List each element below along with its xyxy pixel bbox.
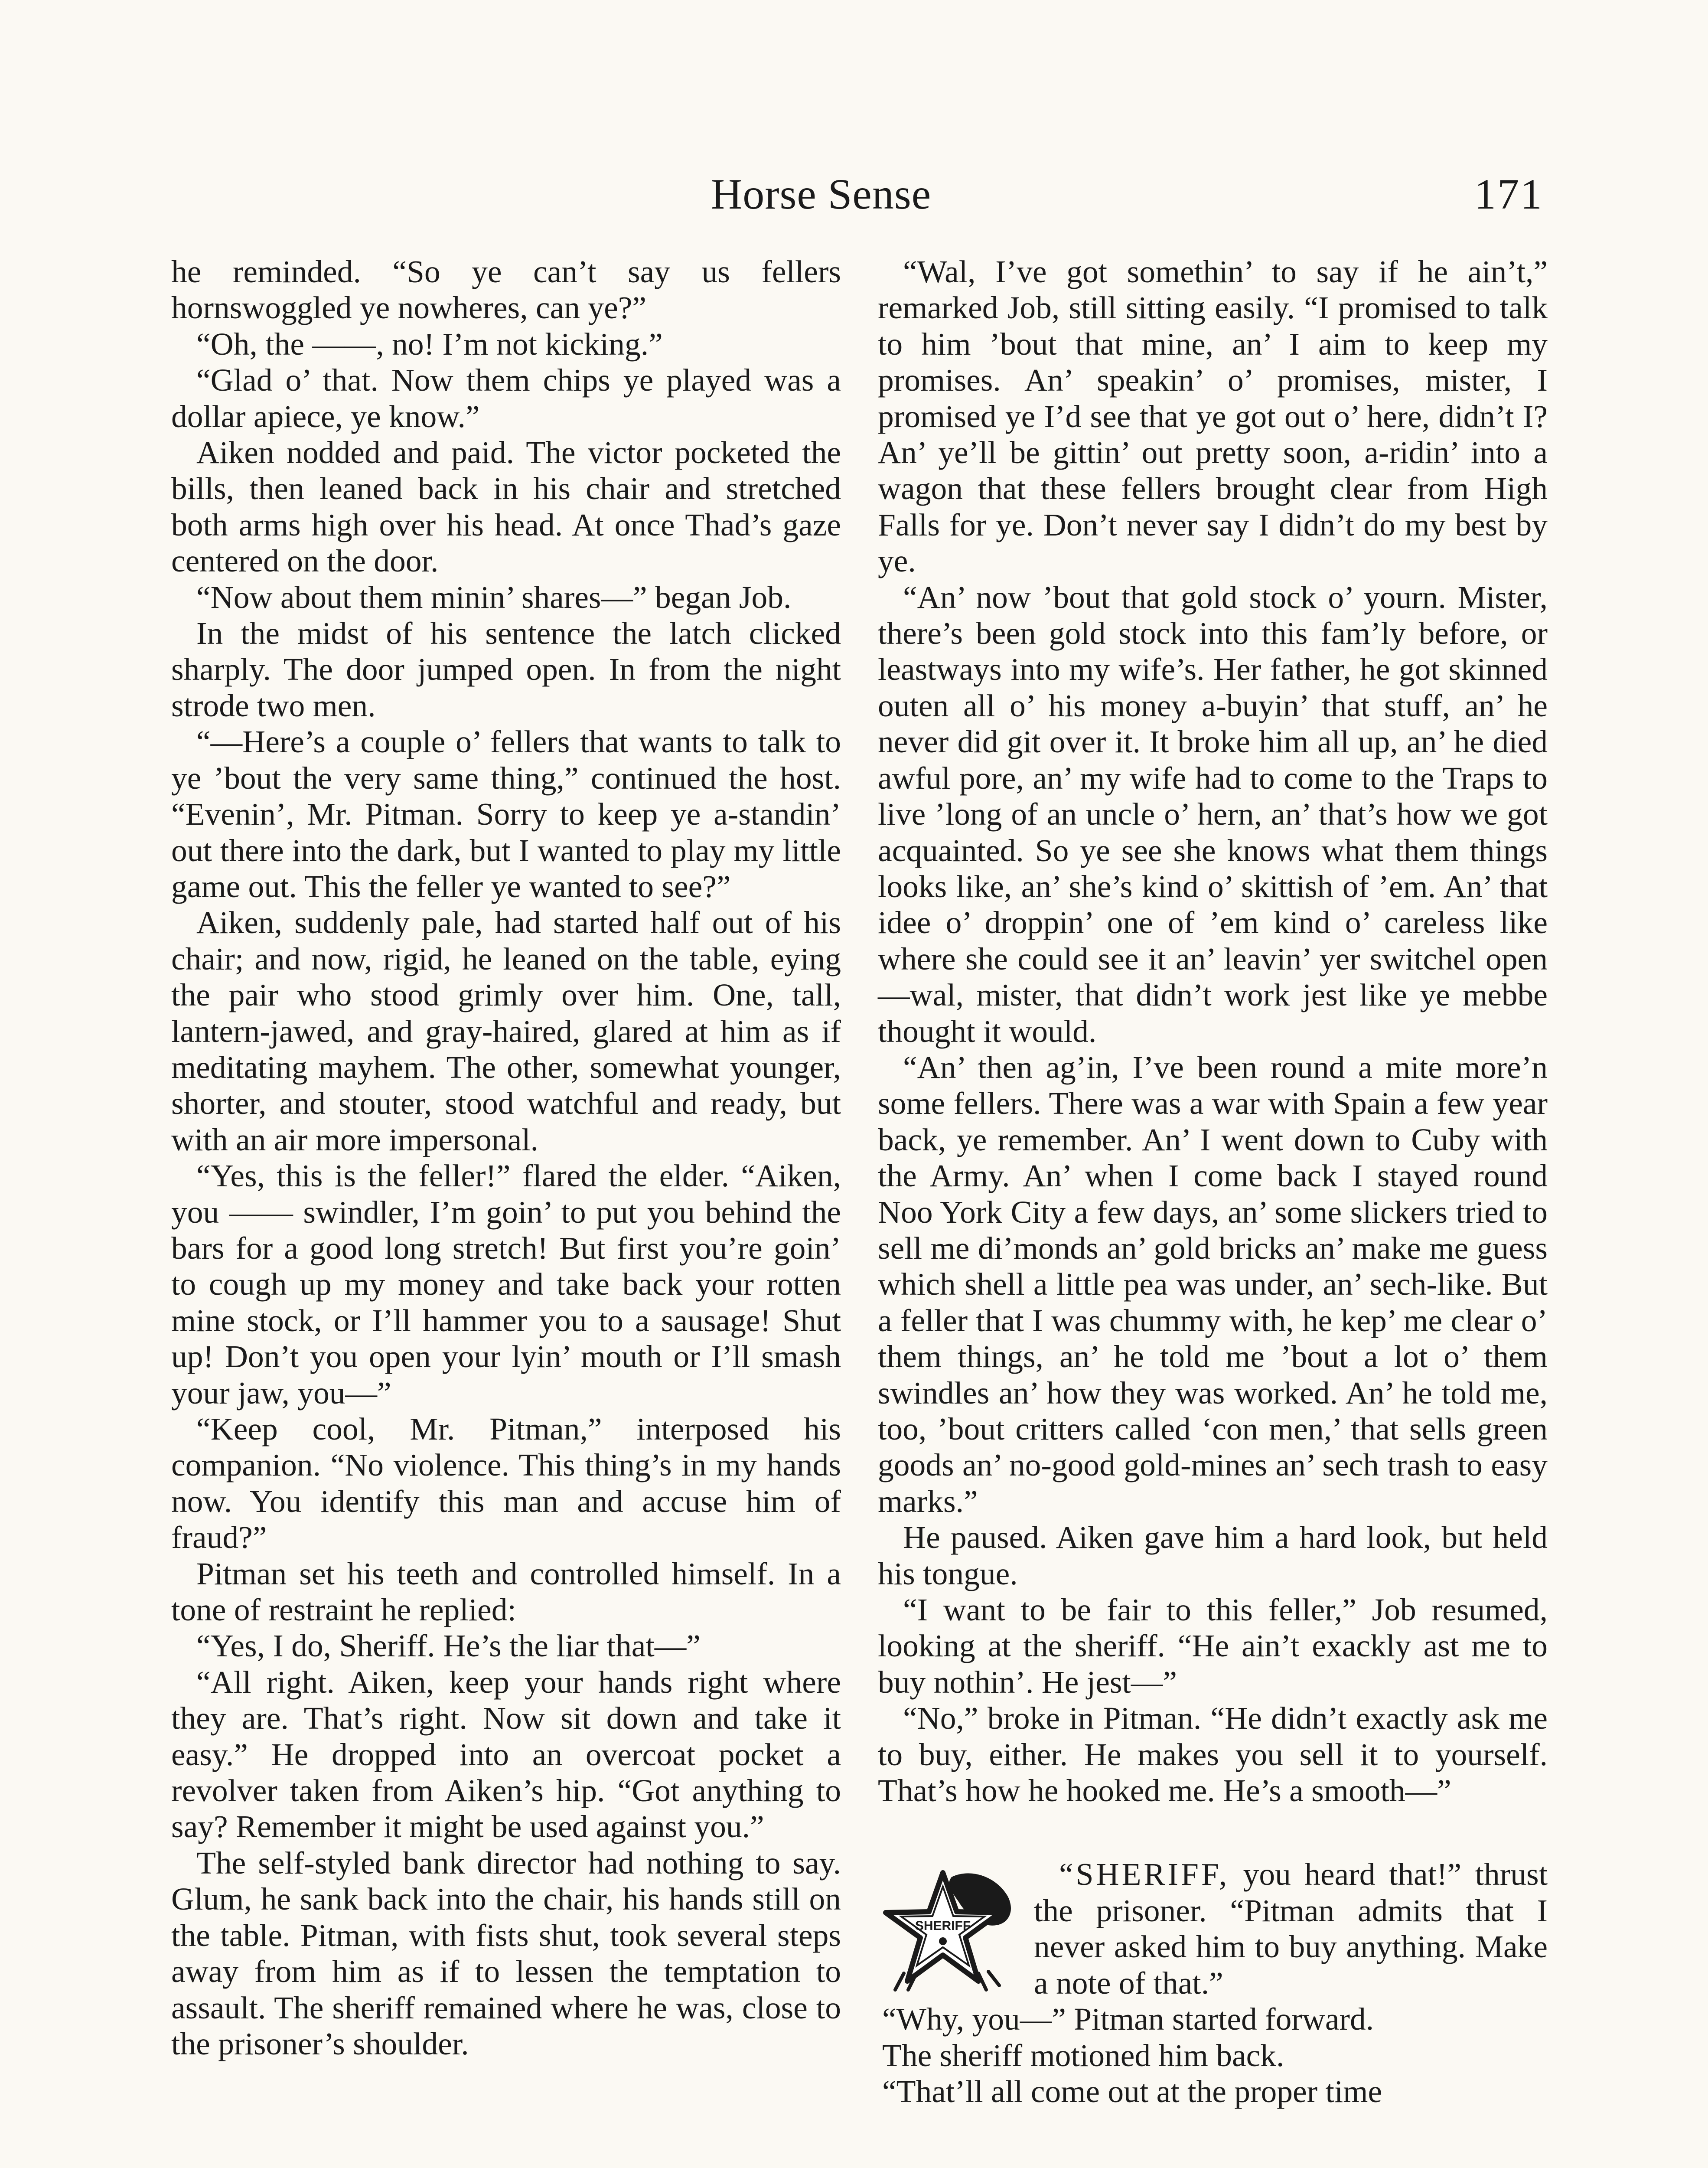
dropcap-lead: “SHERIFF, (1059, 1857, 1230, 1892)
paragraph: “Glad o’ that. Now them chips ye played was a dollar apiece, ye know.” (171, 362, 841, 434)
paragraph: The self-styled bank director had nothing to say. Glum, he sank back into the chair, his hands still on the table. Pitman, with fists shut, took several steps away from him as if to lessen the temptation to assault. The sheriff remained where he was, close to the prisoner’s shoulder. (171, 1845, 841, 2061)
page-number: 171 (1474, 170, 1543, 218)
left-text-column (171, 254, 841, 2062)
running-title: Horse Sense (711, 170, 932, 218)
paragraph: “An’ then ag’in, I’ve been round a mite more’n some fellers. There was a war with Spain a few year back, ye remember. An’ I went down to Cuby with the Army. An’ when I come back I stayed round Noo York City a few days, an’ some slickers tried to sell me di’monds an’ gold bricks an’ make me guess which shell a little pea was under, an’ sech-like. But a feller that I was chummy with, he kep’ me clear o’ them things, an’ he told me ’bout a lot o’ them swindles an’ how they was worked. An’ he told me, too, ’bout critters called ‘con men,’ that sells green goods an’ no-good gold-mines an’ sech trash to easy marks.” (878, 1049, 1548, 1519)
running-head (0, 169, 1708, 234)
paragraph: “I want to be fair to this feller,” Job resumed, looking at the sheriff. “He ain’t exackly ast me to buy nothin’. He jest—” (878, 1592, 1548, 1700)
paragraph: “Wal, I’ve got somethin’ to say if he ain’t,” remarked Job, still sitting easily. “I promised to talk to him ’bout that mine, an’ I aim to keep my promises. An’ speakin’ o’ promises, mister, I promised ye I’d see that ye got out o’ here, didn’t I? An’ ye’ll be gittin’ out pretty soon, a-ridin’ into a wagon that these fellers brought clear from High Falls for ye. Don’t never say I didn’t do my best by ye. (878, 254, 1548, 579)
paragraph: “Now about them minin’ shares—” began Job. (196, 579, 792, 615)
paragraph: “No,” broke in Pitman. “He didn’t exactly ask me to buy, either. He makes you sell it to yourself. That’s how he hooked me. He’s a smooth—” (878, 1701, 1548, 1809)
after-figure-text (878, 2001, 1548, 2109)
figure-paragraph-text: you heard that!” thrust the prisoner. “Pitman admits that I never asked him to buy anything. Make a note of that.” (1034, 1857, 1548, 2001)
paragraph: “An’ now ’bout that gold stock o’ yourn. Mister, there’s been gold stock into this fam’ly before, or leastways into my wife’s. Her father, he got skinned outen all o’ his money a-buyin’ that stuff, an’ he never did git over it. It broke him all up, an’ he died awful pore, an’ my wife had to come to the Traps to live ’long of an uncle o’ hern, an’ that’s how we got acquainted. So ye see she knows what them things looks like, an’ she’s kind o’ skittish of ’em. An’ that idee o’ droppin’ one of ’em kind o’ careless like where she could see it an’ leavin’ yer switchel open—wal, mister, that didn’t work jest like ye mebbe thought it would. (878, 579, 1548, 1049)
badge-text: SHERIFF (915, 1919, 971, 1933)
paragraph: “All right. Aiken, keep your hands right where they are. That’s right. Now sit down and take it easy.” He dropped into an overcoat pocket a revolver taken from Aiken’s hip. “Got anything to say? Remember it might be used against you.” (171, 1664, 841, 1845)
paragraph: “Oh, the ——, no! I’m not kicking.” (196, 326, 663, 362)
paragraph: He paused. Aiken gave him a hard look, but held his tongue. (878, 1520, 1548, 1591)
paragraph: “That’ll all come out at the proper time (882, 2074, 1382, 2109)
figure-paragraph (1034, 1856, 1548, 2001)
paragraph: “—Here’s a couple o’ fellers that wants to talk to ye ’bout the very same thing,” continued the host. “Evenin’, Mr. Pitman. Sorry to keep ye a-standin’ out there into the dark, but I wanted to play my little game out. This the feller ye wanted to see?” (171, 724, 841, 904)
paragraph: “Keep cool, Mr. Pitman,” interposed his companion. “No violence. This thing’s in my hands now. You identify this man and accuse him of fraud?” (171, 1411, 841, 1555)
paragraph: Aiken nodded and paid. The victor pocketed the bills, then leaned back in his chair and stretched both arms high over his head. At once Thad’s gaze centered on the door. (171, 435, 841, 579)
right-text-column (878, 254, 1548, 2110)
paragraph: he reminded. “So ye can’t say us fellers hornswoggled ye nowheres, can ye?” (171, 254, 841, 326)
star-rivet (939, 1937, 947, 1945)
paragraph: Aiken, suddenly pale, had started half out of his chair; and now, rigid, he leaned on the table, eying the pair who stood grimly over him. One, tall, lantern-jawed, and gray-haired, glared at him as if meditating mayhem. The other, somewhat younger, shorter, and stouter, stood watchful and ready, but with an air more impersonal. (171, 905, 841, 1157)
paragraph: “Yes, this is the feller!” flared the elder. “Aiken, you —— swindler, I’m goin’ to put you behind the bars for a good long stretch! But first you’re goin’ to cough up my money and take back your rotten mine stock, or I’ll hammer you to a sausage! Shut up! Don’t you open your lyin’ mouth or I’ll smash your jaw, you—” (171, 1158, 841, 1411)
paragraph: “Yes, I do, Sheriff. He’s the liar that—” (196, 1628, 701, 1664)
sheriff-badge-illustration (878, 1860, 1021, 2003)
paragraph: In the midst of his sentence the latch clicked sharply. The door jumped open. In from the night strode two men. (171, 616, 841, 723)
paragraph: Pitman set his teeth and controlled himself. In a tone of restraint he replied: (171, 1556, 841, 1628)
sheriff-illustration-block (878, 1856, 1548, 2001)
paragraph: “Why, you—” Pitman started forward. (882, 2001, 1374, 2037)
paragraph: The sheriff motioned him back. (882, 2037, 1284, 2073)
